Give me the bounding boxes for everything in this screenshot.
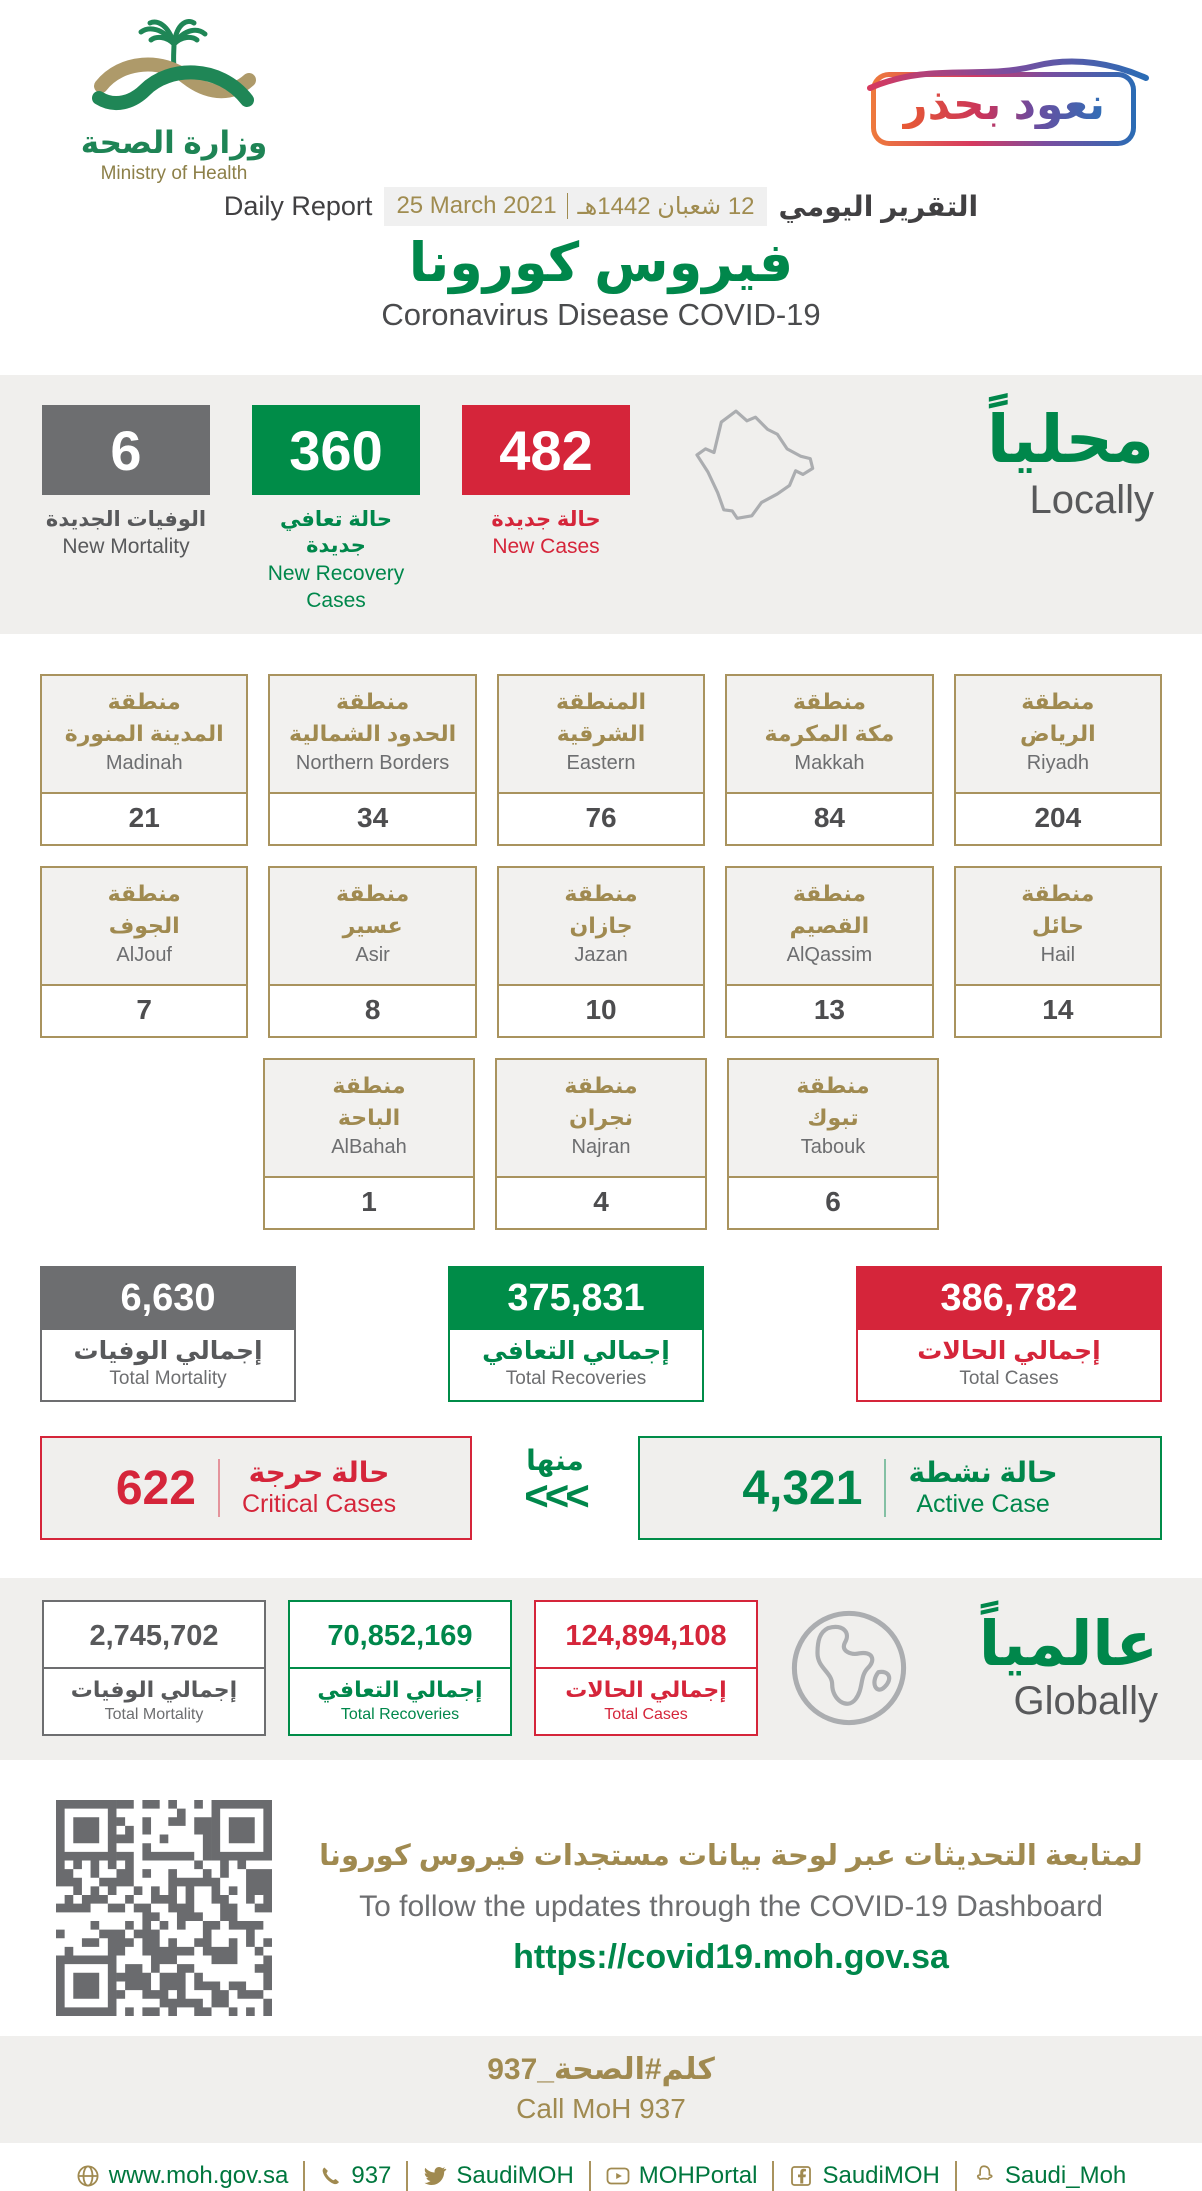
region-header xyxy=(497,1060,705,1178)
badge-inner xyxy=(876,77,1131,141)
dashboard-text xyxy=(316,1838,1146,1977)
region-case-count: 7 xyxy=(136,994,152,1026)
footer-twitter[interactable] xyxy=(423,2162,573,2190)
total-mortality-label-ar: إجمالي الوفيات xyxy=(73,1337,263,1366)
region-name-ar-line1: منطقة xyxy=(564,881,638,907)
globe-icon xyxy=(76,2164,100,2188)
region-name-ar-line2: مكة المكرمة xyxy=(764,721,895,747)
call-moh-band xyxy=(0,2036,1202,2143)
region-name-ar-line1: المنطقة xyxy=(555,689,647,715)
region-name-ar-line2: المدينة المنورة xyxy=(64,721,224,747)
region-name-en: AlJouf xyxy=(116,943,172,966)
new-cases-label-ar: حالة جديدة xyxy=(491,508,601,532)
region-case-count: 8 xyxy=(364,994,381,1026)
region-name-ar xyxy=(960,686,1156,750)
critical-cases-labels xyxy=(242,1457,396,1519)
region-name-ar-line2: الباحة xyxy=(337,1105,401,1131)
region-name-en: Hail xyxy=(1040,943,1076,966)
global-recoveries-label-ar: إجمالي التعافي xyxy=(317,1677,483,1703)
footer-divider xyxy=(589,2161,591,2191)
region-name-ar-line2: عسير xyxy=(342,913,403,939)
date-hijri: 12 شعبان 1442هـ xyxy=(577,192,755,220)
region-name-ar-line1: منطقة xyxy=(796,1073,870,1099)
region-name-ar-line1: منطقة xyxy=(336,881,410,907)
dashboard-section xyxy=(0,1782,1202,2016)
footer-divider xyxy=(955,2161,957,2191)
region-case-count: 34 xyxy=(357,802,389,834)
global-mortality-value: 2,745,702 xyxy=(44,1602,264,1669)
region-name-en: Makkah xyxy=(794,751,865,774)
new-recoveries-label-ar: حالة تعافي جديدة xyxy=(279,508,393,558)
region-name-ar-line2: تبوك xyxy=(807,1105,859,1131)
region-name-ar-line2: جازان xyxy=(569,913,633,939)
region-name-ar xyxy=(46,686,242,750)
badge-text: نعود بحذر xyxy=(902,80,1105,129)
region-case-count: 4 xyxy=(593,1186,609,1218)
locally-heading xyxy=(986,402,1160,523)
total-cases-stat xyxy=(856,1266,1162,1402)
region-header xyxy=(265,1060,473,1178)
active-cases-label-en: Active Case xyxy=(916,1490,1050,1519)
region-name-ar xyxy=(503,686,699,750)
footer-contact-bar xyxy=(0,2143,1202,2191)
total-mortality-label-en: Total Mortality xyxy=(109,1368,227,1390)
saudi-arabia-map-icon xyxy=(678,405,828,539)
footer-phone[interactable] xyxy=(320,2162,391,2190)
regions-row-2 xyxy=(40,866,1162,1038)
region-case-count: 6 xyxy=(825,1186,841,1218)
dashboard-line-en: To follow the updates through the COVID-19 Dashboard xyxy=(359,1889,1103,1923)
region-name-ar-line1: منطقة xyxy=(1021,689,1095,715)
region-card-riyadh xyxy=(954,674,1162,846)
region-name-ar xyxy=(501,1070,701,1134)
new-recoveries-label-en: New Recovery Cases xyxy=(267,561,405,612)
region-name-en: Jazan xyxy=(574,943,628,966)
footer-website-label: www.moh.gov.sa xyxy=(108,2161,289,2189)
region-card-madinah xyxy=(40,674,248,846)
region-card-albahah xyxy=(263,1058,475,1230)
critical-cases-box xyxy=(40,1436,472,1540)
region-card-jazan xyxy=(497,866,705,1038)
twitter-icon xyxy=(423,2164,447,2188)
total-recoveries-label-en: Total Recoveries xyxy=(505,1368,647,1390)
region-card-asir xyxy=(268,866,476,1038)
region-name-ar-line2: نجران xyxy=(568,1105,634,1131)
new-cases-value: 482 xyxy=(462,405,630,495)
region-name-ar-line1: منطقة xyxy=(1021,881,1095,907)
region-name-ar xyxy=(46,878,242,942)
global-recoveries-stat xyxy=(288,1600,512,1735)
call-moh-en: Call MoH 937 xyxy=(516,2092,686,2124)
footer-divider xyxy=(406,2161,408,2191)
region-header xyxy=(42,868,246,986)
region-name-ar xyxy=(733,1070,933,1134)
region-name-en: Madinah xyxy=(105,751,183,774)
global-mortality-label-ar: إجمالي الوفيات xyxy=(70,1677,238,1703)
region-name-ar-line1: منطقة xyxy=(336,689,410,715)
region-header xyxy=(499,676,703,794)
total-recoveries-label-ar: إجمالي التعافي xyxy=(482,1337,670,1366)
totals-row xyxy=(0,1266,1202,1402)
region-case-count: 14 xyxy=(1042,994,1074,1026)
phone-icon xyxy=(320,2165,342,2187)
region-name-ar-line2: الحدود الشمالية xyxy=(288,721,457,747)
youtube-icon xyxy=(606,2164,630,2188)
region-name-ar xyxy=(274,686,470,750)
total-recoveries-stat xyxy=(448,1266,704,1402)
report-line xyxy=(0,187,1202,226)
region-case-count: 10 xyxy=(585,994,617,1026)
region-name-ar xyxy=(503,878,699,942)
globally-heading xyxy=(978,1609,1160,1724)
region-header xyxy=(270,676,474,794)
region-name-en: Najran xyxy=(571,1135,631,1158)
region-header xyxy=(499,868,703,986)
new-mortality-label-en: New Mortality xyxy=(62,535,190,559)
region-name-ar-line1: منطقة xyxy=(564,1073,638,1099)
globally-heading-en: Globally xyxy=(1013,1678,1158,1723)
region-name-ar xyxy=(960,878,1156,942)
region-card-aljouf xyxy=(40,866,248,1038)
region-name-ar-line2: الشرقية xyxy=(556,721,646,747)
global-cases-value: 124,894,108 xyxy=(536,1602,756,1669)
region-name-ar-line1: منطقة xyxy=(107,689,181,715)
footer-website-link[interactable] xyxy=(76,2162,289,2190)
footer-phone-label: 937 xyxy=(351,2161,392,2189)
active-cases-label-ar: حالة نشطة xyxy=(908,1457,1058,1489)
region-card-northern-borders xyxy=(268,674,476,846)
footer-twitter-label: SaudiMOH xyxy=(456,2161,574,2189)
header xyxy=(0,0,1202,185)
report-date-chip xyxy=(384,187,766,226)
new-cases-label-en: New Cases xyxy=(492,535,600,559)
chevrons-icon: <<< xyxy=(524,1471,586,1519)
badge-frame xyxy=(871,72,1136,146)
region-case-count: 204 xyxy=(1034,802,1082,834)
new-recoveries-value: 360 xyxy=(252,405,420,495)
regions-grid xyxy=(0,674,1202,1230)
region-card-makkah xyxy=(725,674,933,846)
global-recoveries-label-en: Total Recoveries xyxy=(340,1705,460,1723)
total-cases-label-en: Total Cases xyxy=(959,1368,1059,1390)
breakdown-row xyxy=(0,1436,1202,1540)
global-cases-label-ar: إجمالي الحالات xyxy=(565,1677,727,1703)
region-name-ar-line2: الجوف xyxy=(108,913,180,939)
total-mortality-stat xyxy=(40,1266,296,1402)
facebook-icon xyxy=(789,2164,813,2188)
moh-logo-mark-icon xyxy=(89,16,259,120)
new-mortality-value: 6 xyxy=(42,405,210,495)
logo-english-name: Ministry of Health xyxy=(100,162,248,184)
total-mortality-labels xyxy=(40,1330,296,1402)
total-cases-labels xyxy=(856,1330,1162,1402)
region-name-en: Asir xyxy=(355,943,390,966)
page-title-ar: فيروس كورونا xyxy=(408,232,794,293)
region-name-en: AlBahah xyxy=(331,1135,407,1158)
region-name-ar-line2: حائل xyxy=(1031,913,1084,939)
of-which-label-ar: منها xyxy=(526,1444,584,1476)
footer-facebook[interactable] xyxy=(789,2162,939,2190)
region-name-ar-line1: منطقة xyxy=(792,881,867,907)
critical-cases-label-ar: حالة حرجة xyxy=(248,1457,390,1489)
critical-cases-value: 622 xyxy=(115,1461,196,1515)
region-name-en: Riyadh xyxy=(1026,751,1089,774)
qr-code-svg xyxy=(56,1800,272,2016)
region-case-count: 1 xyxy=(361,1186,377,1218)
footer-facebook-label: SaudiMOH xyxy=(822,2161,940,2189)
active-cases-value: 4,321 xyxy=(742,1461,863,1515)
region-header xyxy=(956,676,1160,794)
global-recoveries-value: 70,852,169 xyxy=(290,1602,510,1669)
region-name-ar-line1: منطقة xyxy=(107,881,181,907)
divider xyxy=(884,1459,886,1517)
new-mortality-label-ar: الوفيات الجديدة xyxy=(45,508,207,532)
global-mortality-label-en: Total Mortality xyxy=(104,1705,204,1723)
date-separator xyxy=(567,193,568,219)
footer-divider xyxy=(303,2161,305,2191)
call-moh-ar: كلم#الصحة_937 xyxy=(487,2052,715,2086)
region-header xyxy=(270,868,474,986)
active-cases-labels xyxy=(908,1457,1057,1519)
regions-row-1 xyxy=(40,674,1162,846)
region-case-count: 76 xyxy=(585,802,617,834)
region-name-ar-line2: القصيم xyxy=(789,913,870,939)
of-which-indicator xyxy=(524,1444,586,1519)
total-cases-value: 386,782 xyxy=(856,1266,1162,1330)
moh-logo xyxy=(54,16,294,185)
region-header xyxy=(727,676,931,794)
region-name-en: Northern Borders xyxy=(295,751,450,774)
page-title-en: Coronavirus Disease COVID-19 xyxy=(381,297,821,333)
dashboard-line-ar: لمتابعة التحديثات عبر لوحة بيانات مستجدات فيروس كورونا xyxy=(319,1840,1143,1873)
region-name-ar-line1: منطقة xyxy=(332,1073,406,1099)
region-name-ar xyxy=(274,878,470,942)
globe-icon xyxy=(786,1605,912,1731)
daily-report-label-ar: التقرير اليومي xyxy=(778,190,979,222)
locally-section xyxy=(0,375,1202,634)
region-header xyxy=(729,1060,937,1178)
divider xyxy=(218,1459,220,1517)
region-name-en: Tabouk xyxy=(800,1135,866,1158)
total-mortality-value: 6,630 xyxy=(40,1266,296,1330)
total-cases-label-ar: إجمالي الحالات xyxy=(917,1337,1101,1366)
new-mortality-stat xyxy=(42,405,210,561)
logo-arabic-name: وزارة الصحة xyxy=(80,125,268,160)
total-recoveries-value: 375,831 xyxy=(448,1266,704,1330)
globally-section xyxy=(0,1578,1202,1759)
locally-heading-en: Locally xyxy=(1029,478,1154,523)
dashboard-url-link[interactable]: https://covid19.moh.gov.sa xyxy=(513,1937,949,1976)
region-name-ar-line2: الرياض xyxy=(1020,721,1096,747)
active-cases-box xyxy=(638,1436,1162,1540)
globally-heading-ar: عالمياً xyxy=(978,1609,1158,1679)
region-name-en: Eastern xyxy=(566,751,636,774)
region-card-eastern xyxy=(497,674,705,846)
global-cases-stat xyxy=(534,1600,758,1735)
snapchat-icon xyxy=(972,2164,996,2188)
region-case-count: 84 xyxy=(813,802,845,834)
region-name-en: AlQassim xyxy=(786,943,873,966)
regions-row-3 xyxy=(40,1058,1162,1230)
region-header xyxy=(956,868,1160,986)
return-with-caution-badge xyxy=(871,72,1136,146)
region-name-ar xyxy=(731,686,927,750)
new-cases-stat xyxy=(462,405,630,561)
region-name-ar-line1: منطقة xyxy=(792,689,867,715)
footer-divider xyxy=(772,2161,774,2191)
region-case-count: 21 xyxy=(128,802,160,834)
footer-snapchat-label: Saudi_Moh xyxy=(1004,2161,1127,2189)
daily-report-label-en: Daily Report xyxy=(223,190,373,221)
new-recoveries-stat xyxy=(252,405,420,614)
footer-youtube-label: MOHPortal xyxy=(638,2161,758,2189)
region-card-alqassim xyxy=(725,866,933,1038)
global-mortality-stat xyxy=(42,1600,266,1735)
region-header xyxy=(727,868,931,986)
region-card-najran xyxy=(495,1058,707,1230)
region-header xyxy=(42,676,246,794)
region-name-ar xyxy=(269,1070,469,1134)
total-recoveries-labels xyxy=(448,1330,704,1402)
date-gregorian: 25 March 2021 xyxy=(396,192,557,220)
locally-heading-ar: محلياً xyxy=(986,402,1154,477)
region-card-tabouk xyxy=(727,1058,939,1230)
global-cases-label-en: Total Cases xyxy=(604,1705,688,1723)
region-case-count: 13 xyxy=(813,994,845,1026)
footer-youtube[interactable] xyxy=(606,2162,758,2190)
footer-snapchat[interactable] xyxy=(972,2162,1126,2190)
region-name-ar xyxy=(731,878,927,942)
region-card-hail xyxy=(954,866,1162,1038)
critical-cases-label-en: Critical Cases xyxy=(241,1490,397,1519)
